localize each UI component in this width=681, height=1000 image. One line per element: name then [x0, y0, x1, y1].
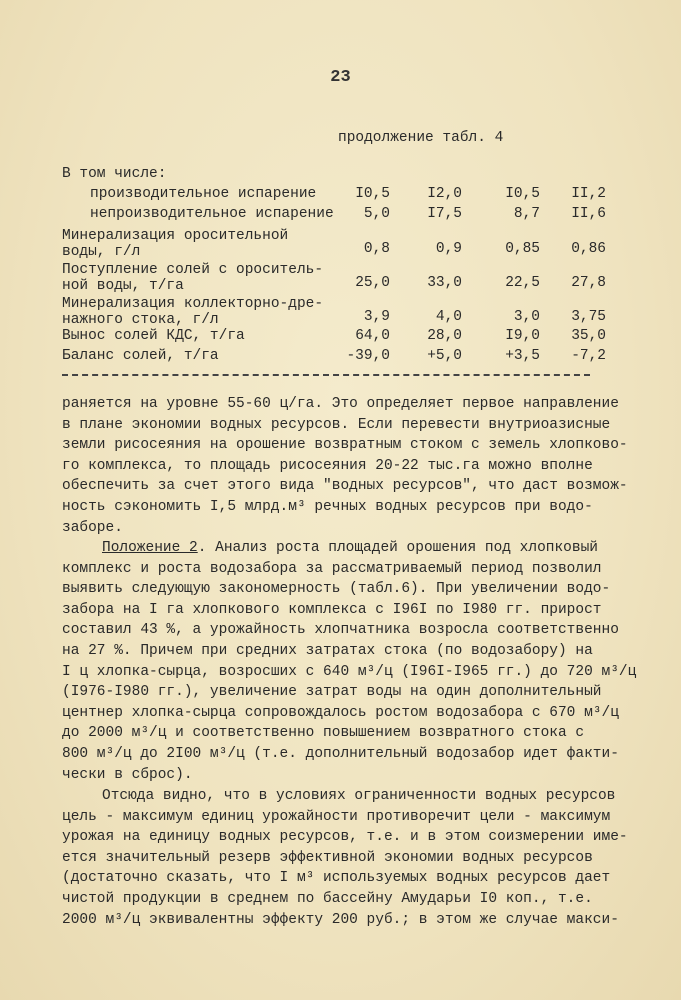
text-line: земли рисосеяния на орошение возвратным стоком с земель хлопково-: [62, 437, 628, 454]
row-value: -7,2: [571, 348, 606, 364]
row-value: 22,5: [505, 275, 540, 291]
row-value: I9,0: [505, 328, 540, 344]
row-value: I2,0: [427, 186, 462, 202]
table-row: [62, 228, 622, 264]
text-line: чески в сброс).: [62, 766, 193, 783]
text-line: до 2000 м³/ц и соответственно повышением возвратного стока с: [62, 725, 585, 742]
text-line: цель - максимум единиц урожайности противоречит цели - максимум: [62, 808, 611, 825]
row-value: 8,7: [513, 206, 540, 222]
text-line: (достаточно сказать, что I м³ используемых водных ресурсов дает: [62, 870, 611, 887]
paragraph-2: [62, 538, 637, 785]
row-value: 28,0: [427, 328, 462, 344]
row-value: 64,0: [355, 328, 390, 344]
text-line: го комплекса, то площадь рисосеяния 20-22 тыс.га можно вполне: [62, 457, 593, 474]
row-label: Вынос солей КДС, т/га: [62, 328, 245, 344]
row-value: 0,8: [363, 241, 390, 257]
row-label: Минерализация оросительной: [62, 228, 289, 244]
row-value: 27,8: [571, 275, 606, 291]
text-line: составил 43 %, а урожайность хлопчатника возросла соответственно: [62, 622, 619, 639]
table-row: [62, 296, 622, 332]
table-continuation-label: продолжение табл. 4: [338, 130, 504, 146]
row-label: нажного стока, г/л: [62, 312, 219, 328]
text-line: забора на I га хлопкового комплекса с I96I по I980 гг. прирост: [62, 601, 602, 618]
row-value: 33,0: [427, 275, 462, 291]
row-value: 0,85: [505, 241, 540, 257]
row-label: Баланс солей, т/га: [62, 348, 219, 364]
text-line: чистой продукции в среднем по бассейну Амударьи I0 коп., т.е.: [62, 890, 593, 907]
in-table-label: В том числе:: [62, 166, 167, 182]
row-label: производительное испарение: [90, 186, 317, 202]
row-value: 3,75: [571, 309, 606, 325]
row-value: 3,9: [363, 309, 390, 325]
paragraph-3: [62, 786, 628, 930]
section-heading: Положение 2: [102, 540, 198, 556]
text-line: I ц хлопка-сырца, возросших с 640 м³/ц (I96I-I965 гг.) до 720 м³/ц: [62, 663, 637, 680]
row-value: 5,0: [363, 206, 390, 222]
row-value: 3,0: [513, 309, 540, 325]
text-line: 800 м³/ц до 2I00 м³/ц (т.е. дополнительный водозабор идет факти-: [62, 745, 619, 762]
text-line: урожая на единицу водных ресурсов, т.е. и в этом соизмерении име-: [62, 829, 628, 846]
table-end-divider: [62, 374, 590, 376]
row-label: воды, г/л: [62, 244, 141, 260]
row-value: I7,5: [427, 206, 462, 222]
text-line: выявить следующую закономерность (табл.6). При увеличении водо-: [62, 581, 611, 598]
row-label: непроизводительное испарение: [90, 206, 334, 222]
text-line: комплекс и роста водозабора за рассматриваемый период позволил: [62, 560, 602, 577]
page-number: 23: [330, 68, 351, 87]
text-line: заборе.: [62, 519, 123, 536]
text-line: [62, 538, 602, 559]
row-label: Минерализация коллекторно-дре-: [62, 296, 324, 312]
text-line: центнер хлопка-сырца сопровождалось ростом водозабора с 670 м³/ц: [62, 704, 619, 721]
text-line: (I976-I980 гг.), увеличение затрат воды на один дополнительный: [62, 684, 602, 701]
row-value: I0,5: [355, 186, 390, 202]
paragraph-1: [62, 394, 628, 538]
text-line: раняется на уровне 55-60 ц/га. Это определяет первое направление: [62, 396, 619, 412]
row-label: ной воды, т/га: [62, 278, 184, 294]
row-value: 35,0: [571, 328, 606, 344]
text-line: Отсюда видно, что в условиях ограниченности водных ресурсов: [102, 788, 616, 804]
text-line: ность сэкономить I,5 млрд.м³ речных водных ресурсов при водо-: [62, 498, 593, 515]
table-row: [62, 348, 622, 384]
row-value: 4,0: [435, 309, 462, 325]
row-value: 0,86: [571, 241, 606, 257]
row-value: +5,0: [427, 348, 462, 364]
row-value: 0,9: [435, 241, 462, 257]
row-value: II,2: [571, 186, 606, 202]
text-line-rest: . Анализ роста площадей орошения под хлопковый: [197, 540, 598, 556]
text-line: в плане экономии водных ресурсов. Если перевести внутриоазисные: [62, 416, 611, 433]
text-line: на 27 %. Причем при средних затратах стока (по водозабору) на: [62, 642, 593, 659]
text-line: ется значительный резерв эффективной экономии водных ресурсов: [62, 849, 593, 866]
text-line: обеспечить за счет этого вида "водных ресурсов", что даст возмож-: [62, 478, 628, 495]
row-label: Поступление солей с ороситель-: [62, 262, 324, 278]
row-value: +3,5: [505, 348, 540, 364]
row-value: II,6: [571, 206, 606, 222]
text-line: 2000 м³/ц эквивалентны эффекту 200 руб.; в этом же случае макси-: [62, 911, 619, 928]
row-value: -39,0: [346, 348, 390, 364]
row-value: I0,5: [505, 186, 540, 202]
row-value: 25,0: [355, 275, 390, 291]
table-row: [62, 262, 622, 298]
